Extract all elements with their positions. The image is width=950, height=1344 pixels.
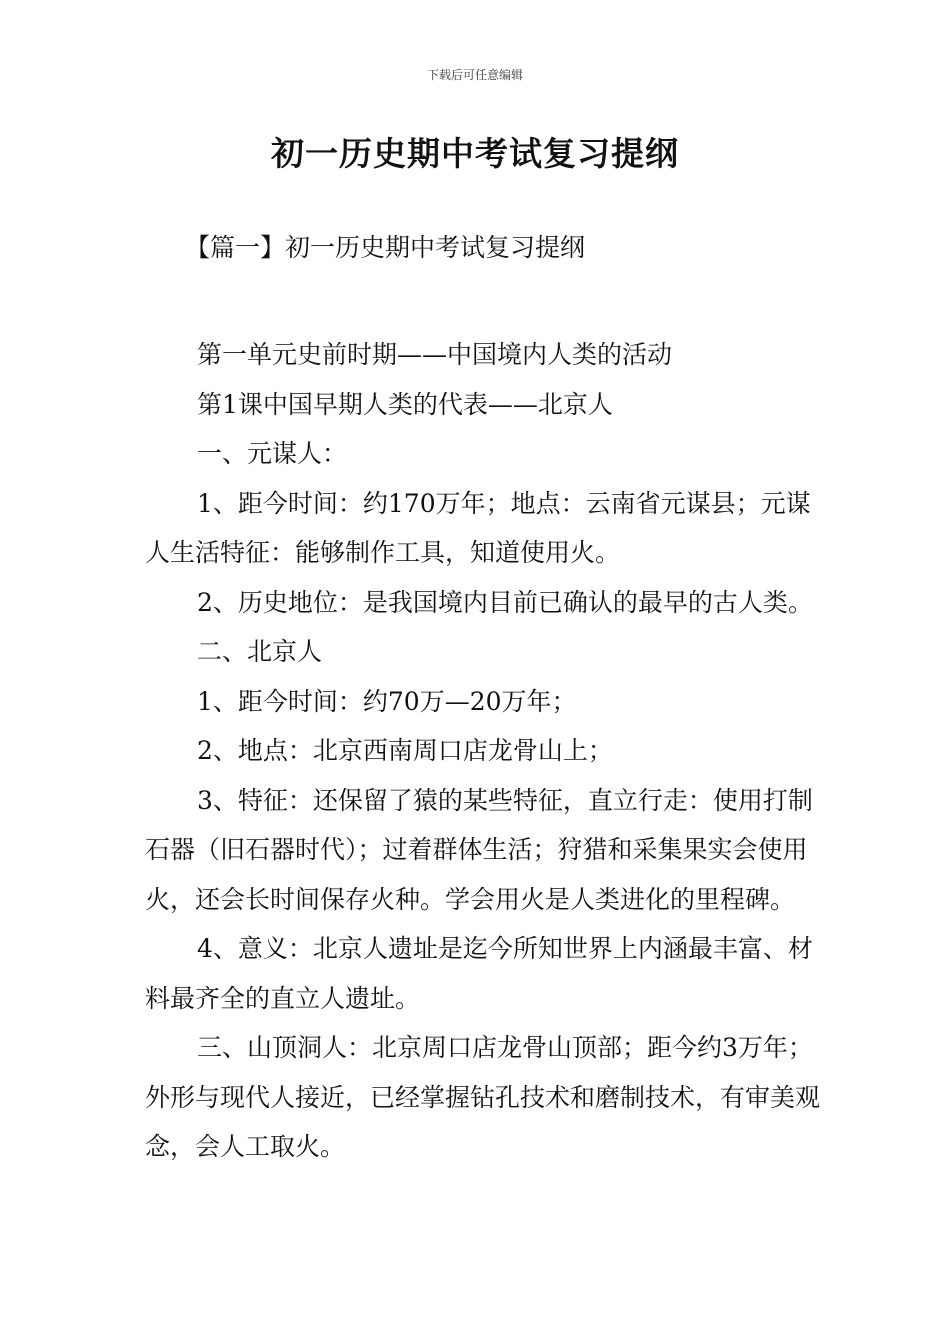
paragraph-yuanmou-heading: 一、元谋人：: [197, 439, 348, 468]
section-heading: 【篇一】初一历史期中考试复习提纲: [185, 233, 586, 262]
paragraph-peking-significance: 4、意义：北京人遗址是迄今所知世界上内涵最丰富、材料最齐全的直立人遗址。: [145, 934, 813, 1013]
paragraph-unit-heading: 第一单元史前时期——中国境内人类的活动: [197, 340, 673, 369]
paragraph-upper-cave: 三、山顶洞人：北京周口店龙骨山顶部；距今约3万年；外形与现代人接近，已经掌握钻孔技术和磨制技术，有审美观念，会人工取火。: [145, 1033, 821, 1161]
paragraph-yuanmou-time: 1、距今时间：约170万年；地点：云南省元谋县；元谋人生活特征：能够制作工具，知道使用火。: [145, 488, 811, 567]
paragraph-peking-features: 3、特征：还保留了猿的某些特征，直立行走：使用打制石器（旧石器时代）；过着群体生活；狩猎和采集果实会使用火，还会长时间保存火种。学会用火是人类进化的里程碑。: [145, 785, 813, 914]
header-note: 下载后可任意编辑: [426, 68, 523, 82]
document-body: [145, 330, 825, 1172]
paragraph-peking-time: 1、距今时间：约70万—20万年；: [197, 686, 577, 716]
paragraph-peking-heading: 二、北京人: [197, 637, 323, 666]
document-title: 初一历史期中考试复习提纲: [271, 134, 679, 173]
paragraph-yuanmou-status: 2、历史地位：是我国境内目前已确认的最早的古人类。: [197, 587, 813, 617]
paragraph-peking-location: 2、地点：北京西南周口店龙骨山上；: [197, 736, 613, 765]
paragraph-lesson-heading: 第1课中国早期人类的代表——北京人: [197, 389, 613, 419]
